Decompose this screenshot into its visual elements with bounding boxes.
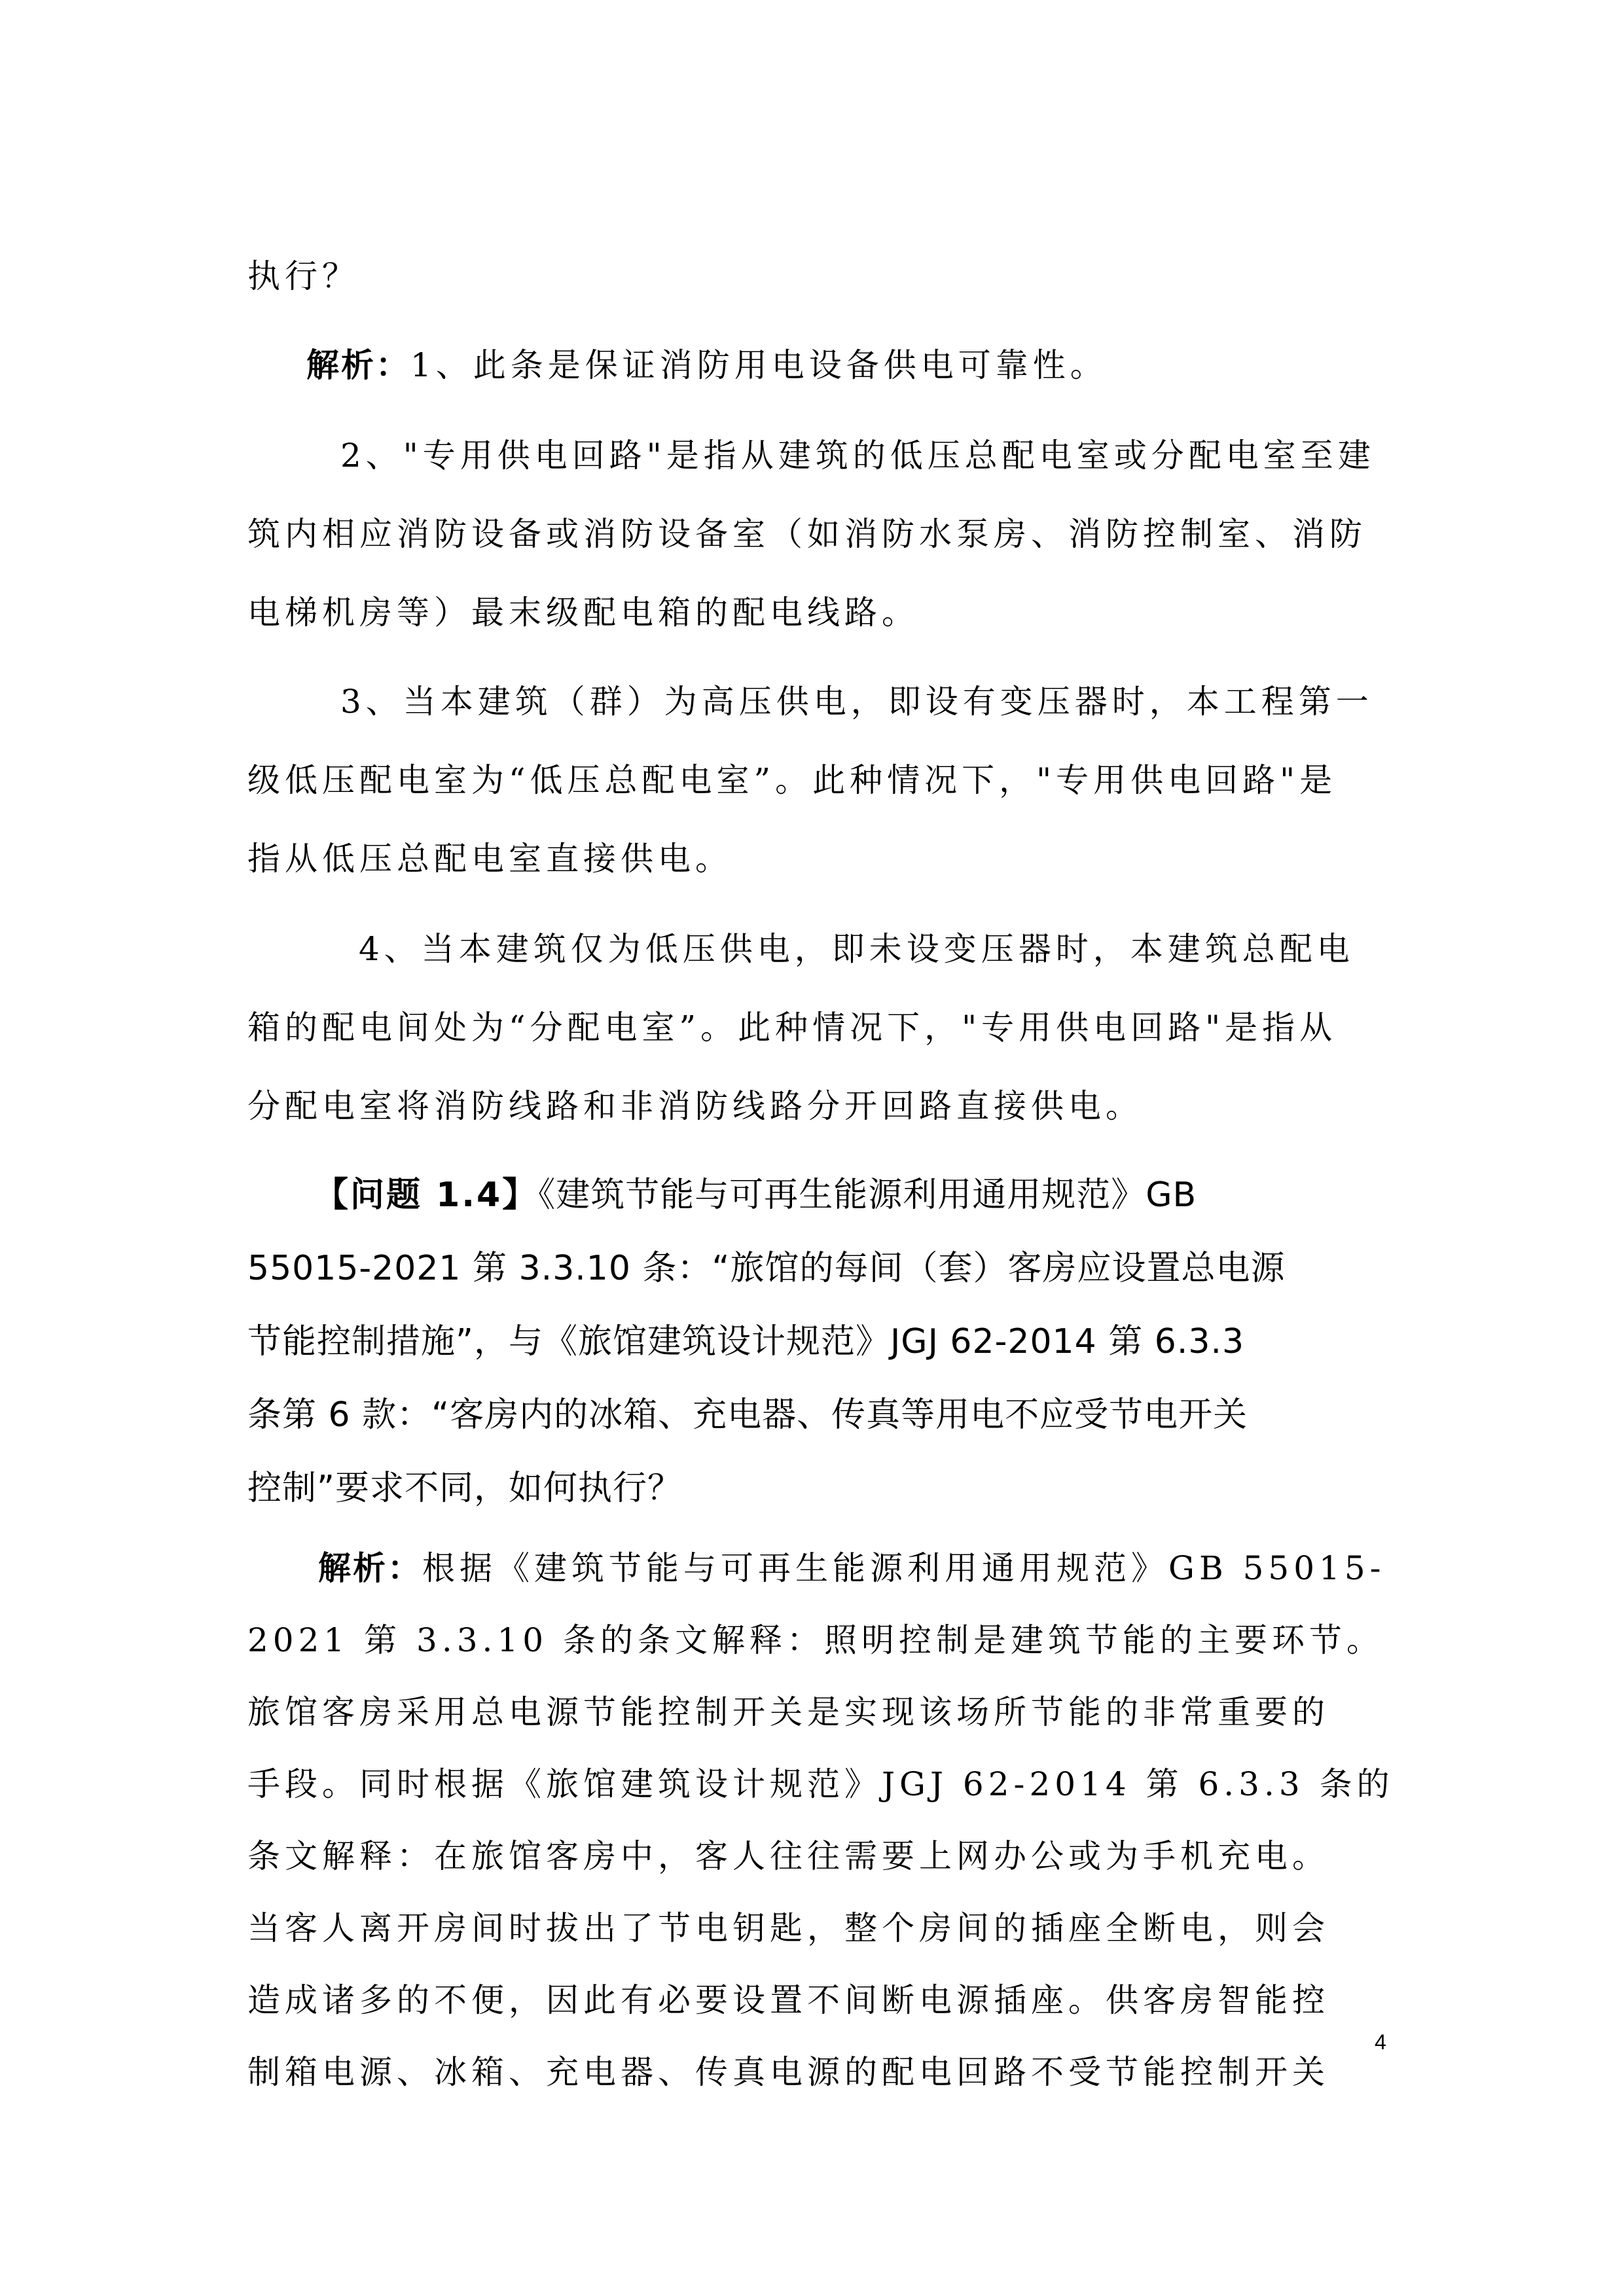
- line-text: 条第 6 款：“客房内的冰箱、充电器、传真等用电不应受节电开关: [247, 1395, 1248, 1435]
- text-line: [247, 1758, 1394, 1810]
- text-line: [247, 250, 359, 302]
- line-text: 控制”要求不同，如何执行？: [247, 1469, 682, 1508]
- line-text: 3、当本建筑（群）为高压供电，即设有变压器时，本工程第一: [340, 683, 1373, 721]
- text-line: [247, 508, 1367, 560]
- text-line: [247, 1462, 682, 1515]
- text-line: [340, 675, 1373, 728]
- text-line: [247, 1686, 1329, 1738]
- text-line: [247, 1316, 1244, 1368]
- text-line: [247, 1080, 1143, 1132]
- text-line: [340, 429, 1375, 482]
- line-text: 制箱电源、冰箱、充电器、传真电源的配电回路不受节能控制开关: [247, 2053, 1329, 2091]
- text-line: [359, 923, 1354, 975]
- text-line: [247, 1830, 1329, 1882]
- line-text: 筑内相应消防设备或消防设备室（如消防水泵房、消防控制室、消防: [247, 515, 1367, 553]
- line-text: 箱的配电间处为“分配电室”。此种情况下，"专用供电回路"是指从: [247, 1009, 1337, 1047]
- line-text: 指从低压总配电室直接供电。: [247, 840, 732, 878]
- line-text: 4、当本建筑仅为低压供电，即未设变压器时，本建筑总配电: [359, 930, 1354, 968]
- page-number: 4: [1375, 2030, 1386, 2054]
- line-text: 级低压配电室为“低压总配电室”。此种情况下，"专用供电回路"是: [247, 761, 1337, 799]
- text-line: [247, 1614, 1384, 1666]
- line-text: 2、"专用供电回路"是指从建筑的低压总配电室或分配电室至建: [340, 437, 1375, 475]
- text-line: [247, 1974, 1329, 2026]
- text-line: [247, 1389, 1248, 1441]
- text-line: [314, 1169, 1197, 1221]
- text-line: [306, 339, 1108, 391]
- line-text: 1、此条是保证消防用电设备供电可靠性。: [410, 346, 1108, 384]
- text-line: [247, 1242, 1285, 1295]
- text-line: [247, 833, 732, 885]
- analysis-label: 解析：: [318, 1549, 422, 1587]
- line-text: 手段。同时根据《旅馆建筑设计规范》JGJ 62-2014 第 6.3.3 条的: [247, 1765, 1394, 1803]
- text-line: [247, 1902, 1329, 1954]
- line-text: 节能控制措施”，与《旅馆建筑设计规范》JGJ 62-2014 第 6.3.3: [247, 1322, 1245, 1361]
- line-text: 旅馆客房采用总电源节能控制开关是实现该场所节能的非常重要的: [247, 1693, 1329, 1731]
- line-text: 电梯机房等）最末级配电箱的配电线路。: [247, 594, 919, 632]
- text-line: [247, 2046, 1329, 2098]
- line-text: 造成诸多的不便，因此有必要设置不间断电源插座。供客房智能控: [247, 1981, 1329, 2019]
- analysis-label: 解析：: [306, 346, 410, 384]
- line-text: 《建筑节能与可再生能源利用通用规范》GB: [538, 1175, 1197, 1215]
- text-line: [247, 1001, 1337, 1054]
- line-text: 当客人离开房间时拔出了节电钥匙，整个房间的插座全断电，则会: [247, 1909, 1329, 1947]
- line-text: 根据《建筑节能与可再生能源利用通用规范》GB 55015-: [422, 1549, 1386, 1587]
- text-line: [247, 754, 1337, 806]
- line-text: 2021 第 3.3.10 条的条文解释：照明控制是建筑节能的主要环节。: [247, 1621, 1384, 1659]
- line-text: 55015-2021 第 3.3.10 条：“旅馆的每间（套）客房应设置总电源: [247, 1249, 1286, 1288]
- line-text: 执行？: [247, 257, 359, 295]
- line-text: 分配电室将消防线路和非消防线路分开回路直接供电。: [247, 1087, 1143, 1125]
- line-text: 条文解释：在旅馆客房中，客人往往需要上网办公或为手机充电。: [247, 1837, 1329, 1875]
- text-line: [247, 586, 919, 639]
- question-label: 【问题 1.4】: [314, 1175, 539, 1215]
- text-line: [318, 1542, 1386, 1594]
